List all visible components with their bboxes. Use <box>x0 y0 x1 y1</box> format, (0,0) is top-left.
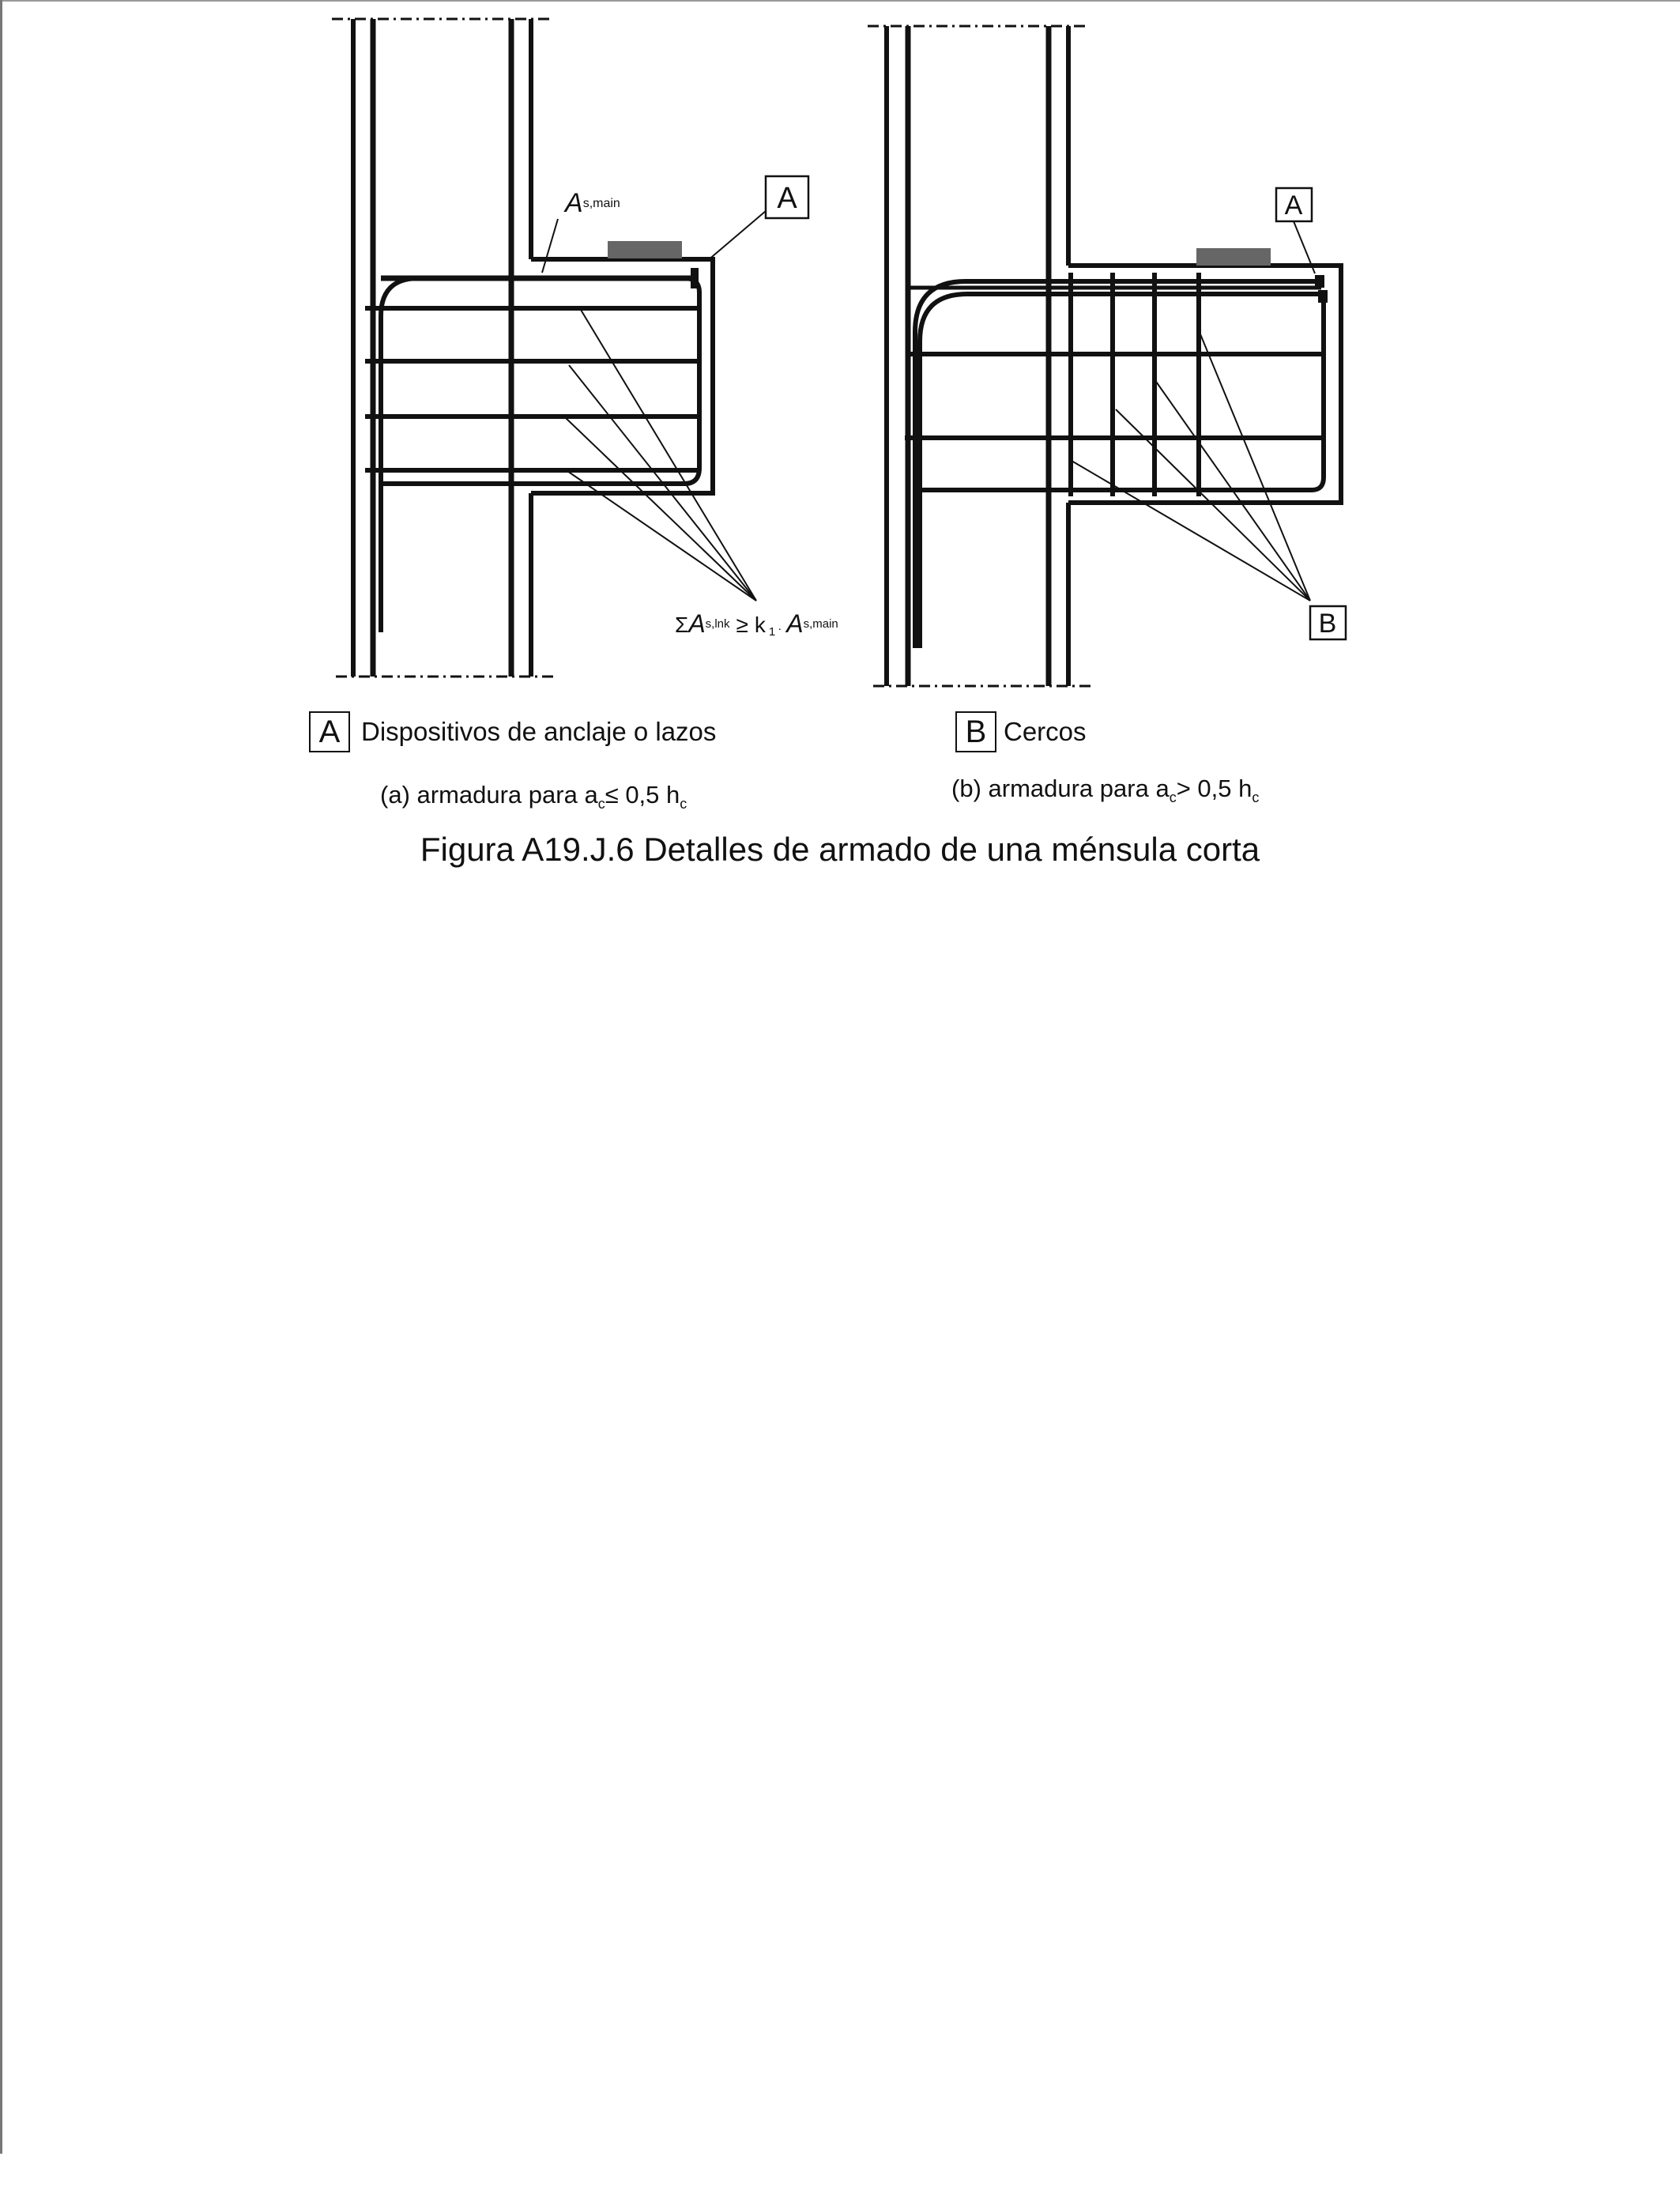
leader-line-1-b <box>1072 461 1310 601</box>
as-main-label: As,main <box>565 188 620 218</box>
legend-box-a-letter: A <box>318 714 341 749</box>
corbel-reinforcement-diagram <box>0 0 1680 885</box>
anchor-plate-1-b <box>1315 275 1324 288</box>
legend-text-anchorage: Dispositivos de anclaje o lazos <box>361 717 717 746</box>
anchorage-box-letter-b: A <box>1284 190 1303 221</box>
legend-box-b-letter: B <box>965 714 987 749</box>
stirrup-box-letter-b: B <box>1318 609 1337 639</box>
figure-title: Figura A19.J.6 Detalles de armado de una ménsula corta <box>420 831 1260 868</box>
leader-line-1-a <box>581 310 756 601</box>
bearing-plate-a <box>608 241 682 258</box>
main-loop-outer-b <box>915 281 1321 648</box>
corbel-outline-b <box>1068 266 1341 503</box>
legend-text-stirrups: Cercos <box>1004 717 1087 746</box>
bearing-plate-b <box>1196 248 1271 266</box>
caption-a: (a) armadura para $a_c\le 0,5$ $h_c$ <box>380 781 687 812</box>
main-loop-a <box>381 278 699 632</box>
corbel-outline-a <box>531 259 713 493</box>
caption-b: (b) armadura para $a_c> 0,5$ $h_c$ <box>951 775 1260 806</box>
legend-box-a <box>309 711 350 752</box>
anchorage-box-leader-a <box>707 211 766 261</box>
link-area-formula: $\Sigma A^{s,lnk} \ge k$ $1 \cdot A^{s,main}$ <box>675 609 838 639</box>
as-main-leader <box>542 219 558 273</box>
leader-line-3-a <box>565 417 756 601</box>
legend-box-b <box>955 711 996 752</box>
anchorage-box-letter-a: A <box>777 182 797 215</box>
stirrup-loop-b <box>920 300 1324 490</box>
diagram-a <box>332 19 838 677</box>
main-loop-inner-b <box>920 294 1321 648</box>
leader-line-4-a <box>567 471 756 601</box>
diagram-b <box>868 26 1346 686</box>
